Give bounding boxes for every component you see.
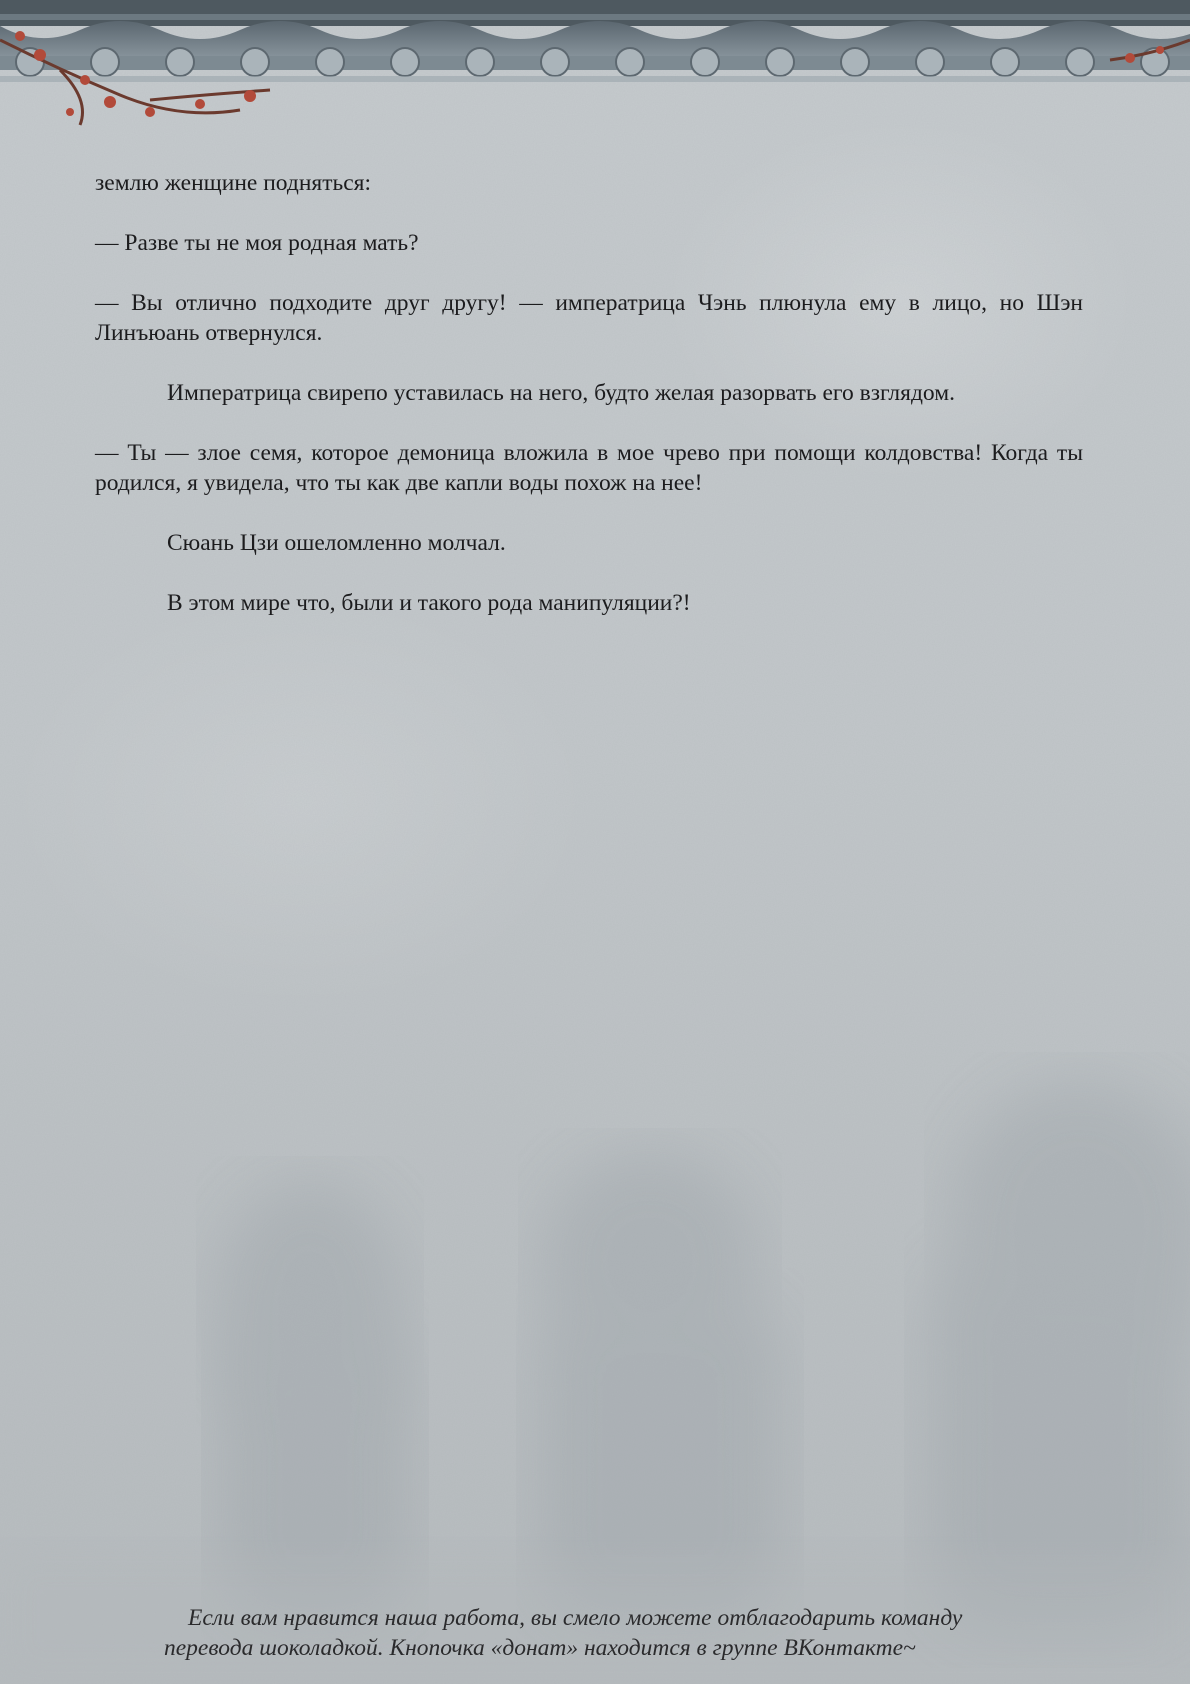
donation-note-line-2: перевода шоколадкой. Кнопочка «донат» находится в группе ВКонтакте~ (164, 1635, 916, 1661)
paragraph: — Разве ты не моя родная мать? (95, 230, 419, 256)
roof-tiles-decoration (0, 0, 1190, 140)
paragraph: — Вы отлично подходите друг другу! — императрица Чэнь плюнула ему в лицо, но Шэн Линъюань отвернулся. (95, 290, 1083, 346)
chapter-text (95, 168, 1083, 648)
paragraph: Императрица свирепо уставилась на него, будто желая разорвать его взглядом. (167, 380, 955, 406)
donation-note (150, 1603, 1040, 1663)
donation-note-line-1: Если вам нравится наша работа, вы смело можете отблагодарить команду (188, 1605, 963, 1631)
paragraph: землю женщине подняться: (95, 170, 371, 196)
paragraph: Сюань Цзи ошеломленно молчал. (167, 530, 506, 556)
paragraph: — Ты — злое семя, которое демоница вложила в мое чрево при помощи колдовства! Когда ты родился, я увидела, что ты как две капли воды похож на нее! (95, 440, 1083, 496)
paragraph: В этом мире что, были и такого рода манипуляции?! (167, 590, 691, 616)
